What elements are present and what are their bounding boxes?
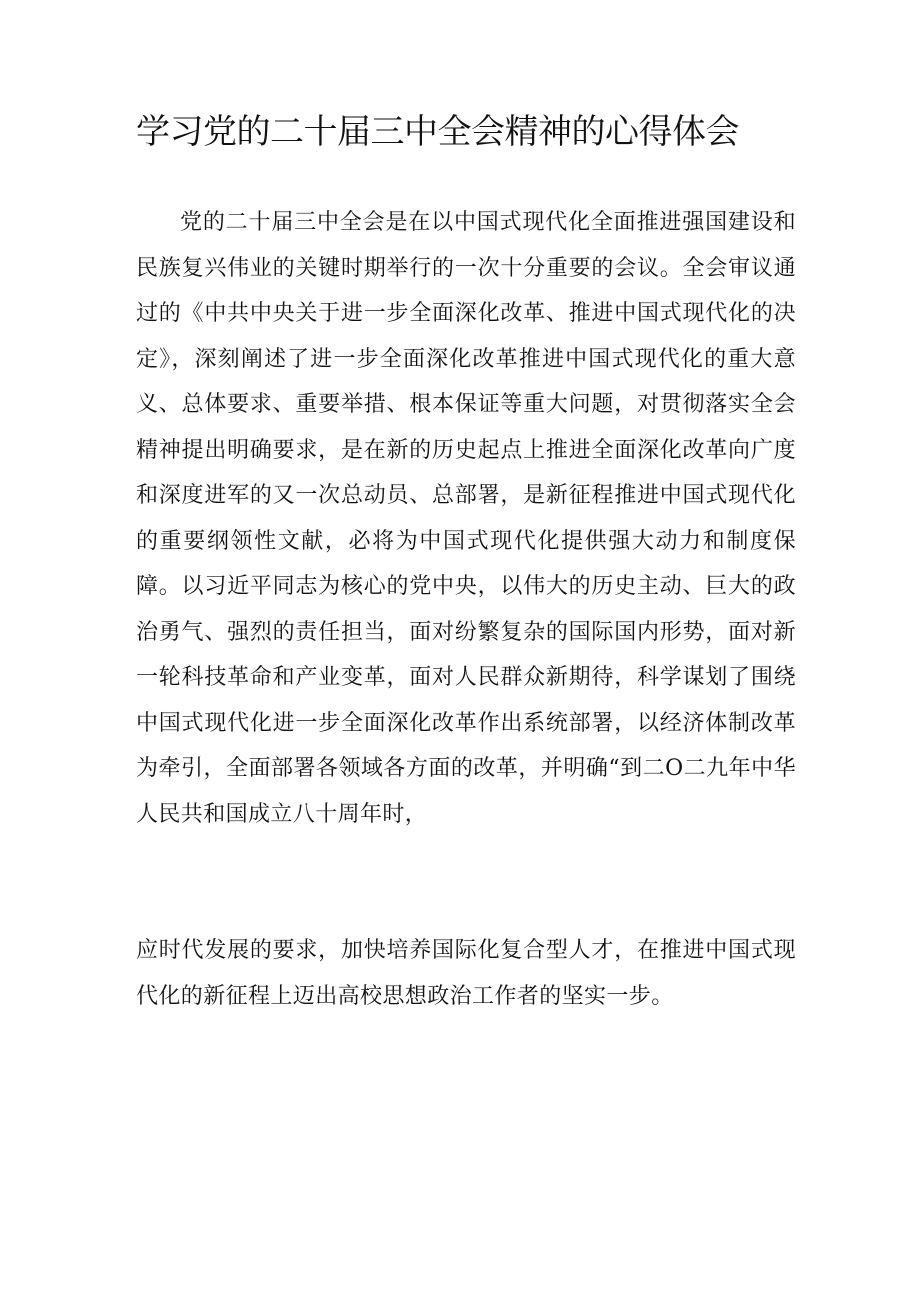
body-paragraph-2: 应时代发展的要求，加快培养国际化复合型人才，在推进中国式现代化的新征程上迈出高校思想政治工作者的坚实一步。 — [136, 938, 796, 1009]
document-title: 学习党的二十届三中全会精神的心得体会 — [136, 112, 739, 152]
body-paragraph-1: 党的二十届三中全会是在以中国式现代化全面推进强国建设和民族复兴伟业的关键时期举行的一次十分重要的会议。全会审议通过的《中共中央关于进一步全面深化改革、推进中国式现代化的决定》，深刻阐述了进一步全面深化改革推进中国式现代化的重大意义、总体要求、重要举措、根本保证等重大问题，对贯彻落实全会精神提出明确要求，是在新的历史起点上推进全面深化改革向广度和深度进军的又一次总动员、总部署，是新征程推进中国式现代化的重要纲领性文献，必将为中国式现代化提供强大动力和制度保障。以习近平同志为核心的党中央，以伟大的历史主动、巨大的政治勇气、强烈的责任担当，面对纷繁复杂的国际国内形势，面对新一轮科技革命和产业变革，面对人民群众新期待，科学谋划了围绕中国式现代化进一步全面深化改革作出系统部署，以经济体制改革为牵引，全面部署各领域各方面的改革，并明确“到二O二九年中华人民共和国成立八十周年时， — [136, 210, 796, 827]
